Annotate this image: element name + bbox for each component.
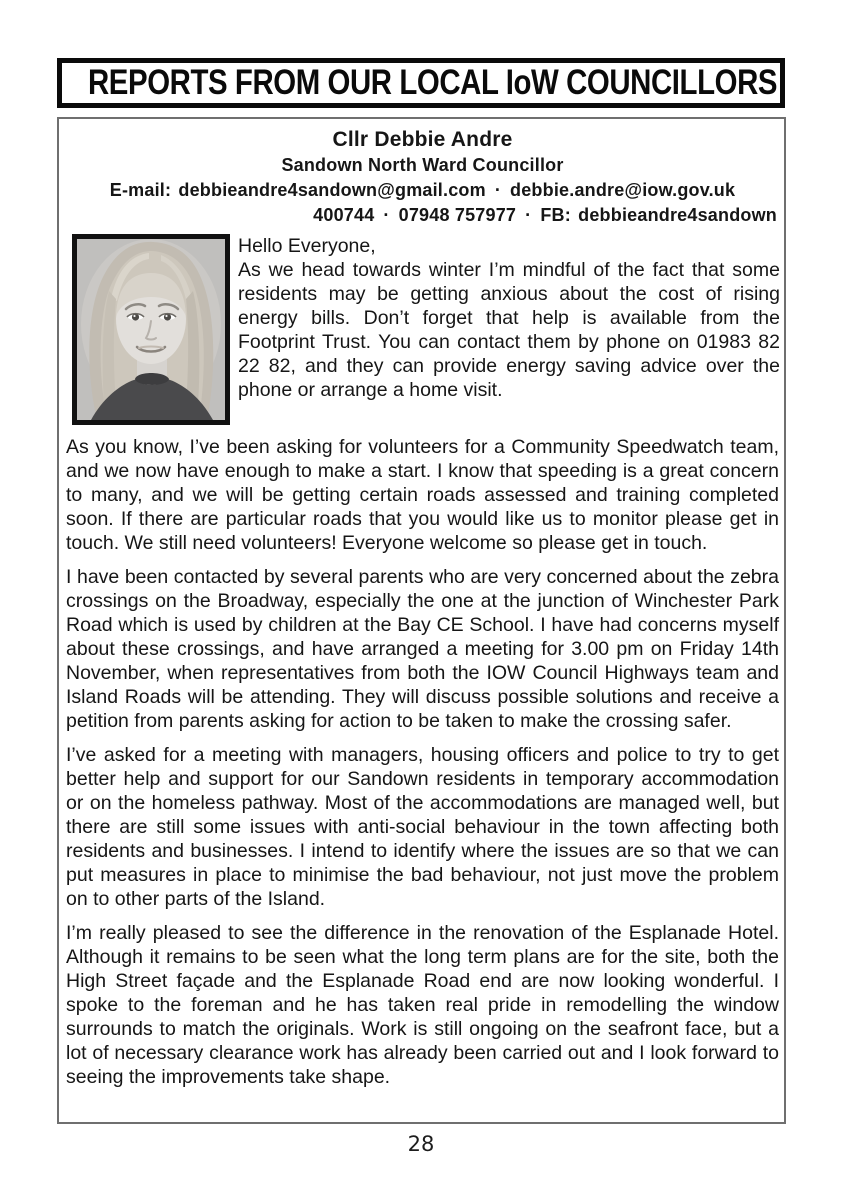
intro-text [238,234,780,425]
dot-separator: · [383,205,390,225]
report-paragraph: I’m really pleased to see the difference in the renovation of the Esplanade Hotel. Although it remains to be seen what the long term plans are for the site, both the High Street façade and the Esplanade Road end are now looking wonderful. I spoke to the foreman and he has taken real pride in remodelling the window surrounds to match the originals. Work is still ongoing on the seafront face, but a lot of necessary clearance work has already been carried out and I look forward to seeing the improvements take shape. [66,922,779,1088]
portrait-illustration [77,239,225,420]
greeting: Hello Everyone, [238,235,376,257]
phone-mobile: 07948 757977 [398,205,517,225]
contact-line-phones [65,205,780,226]
report-paragraph: I have been contacted by several parents who are very concerned about the zebra crossings on the Broadway, especially the one at the junction of Winchester Park Road which is used by children at the Bay CE School. I have had concerns myself about these crossings, and have arranged a meeting for 3.00 pm on Friday 14th November, when representatives from both the IOW Council Highways team and Island Roads will be attending. They will discuss possible solutions and receive a petition from parents asking for action to be taken to make the crossing safer. [66,566,779,732]
email-council: debbie.andre@iow.gov.uk [510,180,736,200]
phone-landline: 400744 [313,205,375,225]
facebook-label: FB: [540,205,571,225]
dot-separator: · [494,180,502,200]
section-header-banner [57,58,785,108]
email-primary: debbieandre4sandown@gmail.com [178,180,486,200]
report-paragraph: I’ve asked for a meeting with managers, housing officers and police to try to get better help and support for our Sandown residents in temporary accommodation or on the homeless pathway. Most of the accommodations are managed well, but there are still some issues with anti-social behaviour in the town affecting both residents and businesses. I intend to identify where the issues are so that we can put measures in place to minimise the bad behaviour, not just move the problem on to other parts of the Island. [66,744,779,910]
report-paragraph: As you know, I’ve been asking for volunteers for a Community Speedwatch team, and we now have enough to make a start. I know that speeding is a great concern to many, and we will be getting certain roads assessed and training completed soon. If there are particular roads that you would like us to monitor please get in touch. We still need volunteers! Everyone welcome so please get in touch. [66,436,779,554]
councillor-role: Sandown North Ward Councillor [281,155,564,175]
page-number: 28 [407,1132,435,1156]
email-label: E-mail: [109,180,172,200]
section-title: REPORTS FROM OUR LOCAL IoW COUNCILLORS [88,63,778,102]
facebook-handle: debbieandre4sandown [578,205,777,225]
councillor-report-box [57,117,786,1124]
contact-line-emails [65,180,780,201]
councillor-name: Cllr Debbie Andre [332,128,513,151]
dot-separator: · [525,205,532,225]
report-paragraph-intro: As we head towards winter I’m mindful of the fact that some residents may be getting anxious about the cost of rising energy bills. Don’t forget that help is available from the Footprint Trust. You can contact them by phone on 01983 82 22 82, and they can provide energy saving advice over the phone or arrange a home visit. [238,259,780,401]
intro-row [65,234,780,425]
councillor-photo [72,234,230,425]
